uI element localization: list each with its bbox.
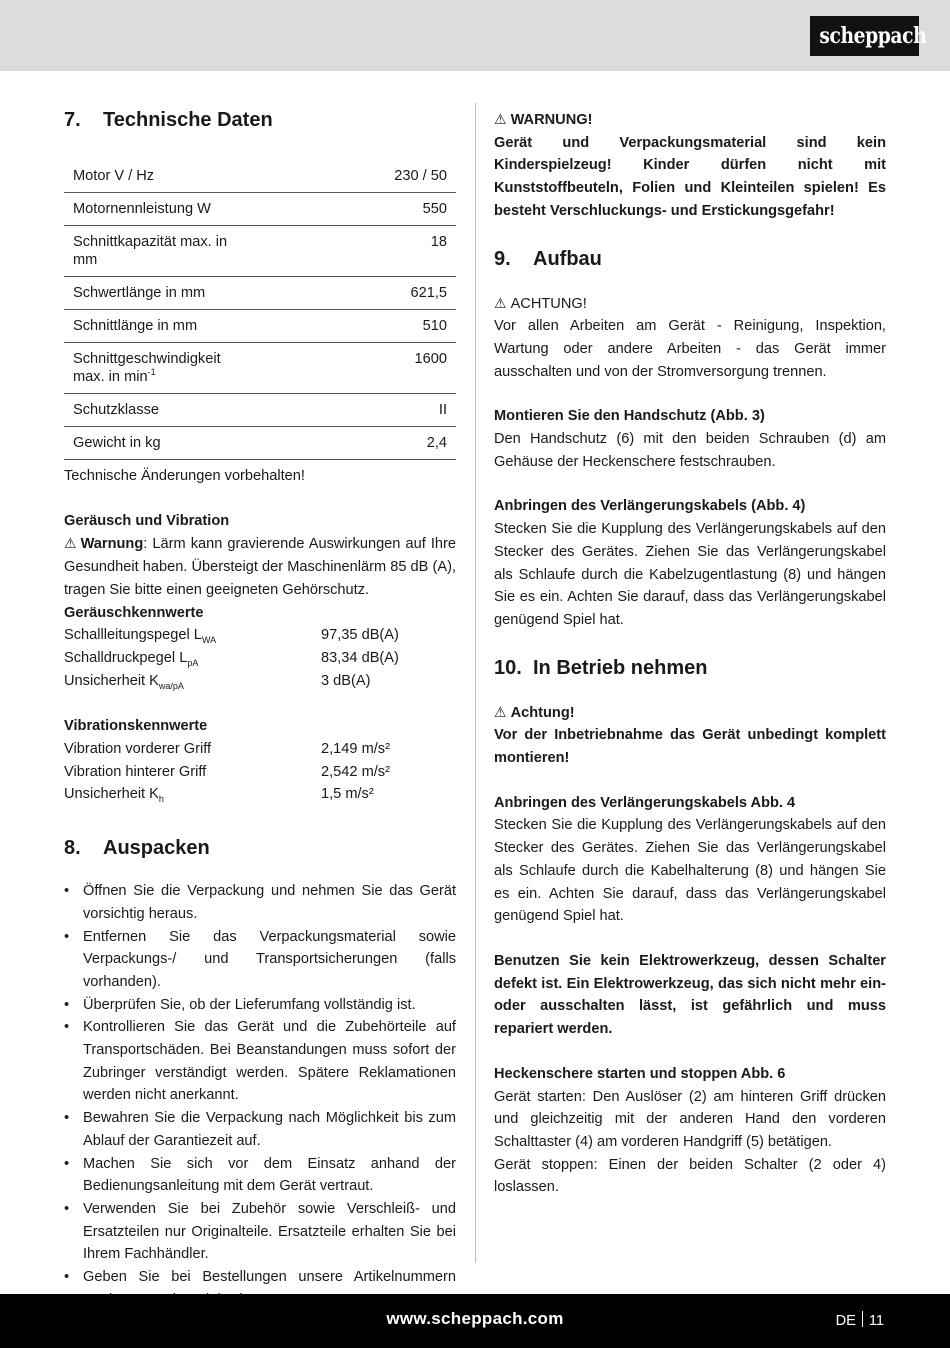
- spec-note: Technische Änderungen vorbehalten!: [64, 468, 305, 484]
- section-9-heading: 9. Aufbau: [494, 247, 602, 270]
- measurement-label: Vibration hinterer Griff: [64, 763, 207, 780]
- website-link[interactable]: www.scheppach.com: [386, 1309, 564, 1328]
- spec-label: Schnittgeschwindigkeit max. in $\min^{-1}$: [73, 351, 221, 385]
- measurement-value: 97,35 dB(A): [321, 627, 399, 644]
- measurement-value: 2,542 m/s²: [321, 763, 390, 780]
- measurement-value: 2,149 m/s²: [321, 741, 390, 758]
- unpacking-list: [64, 880, 456, 1311]
- warning-3-text: Vor der Inbetriebnahme das Gerät unbedingt komplett montieren!: [494, 727, 886, 767]
- spec-value: 1600: [414, 351, 447, 367]
- spec-label: Motor V / Hz: [73, 168, 155, 184]
- noise-values-list: [64, 624, 456, 692]
- warning-triangle-icon: ⚠: [494, 703, 507, 720]
- measurement-row: [64, 624, 456, 647]
- measurement-row: [64, 647, 456, 670]
- spec-row: [64, 193, 456, 226]
- page-indicator: [836, 1311, 884, 1329]
- noise-warning: ⚠ Warnung: Lärm kann gravierende Auswirkungen auf Ihre Gesundheit haben. Übersteigt der Maschinenlärm 85 dB (A), tragen Sie bitte einen geeigneten Gehörschutz.: [64, 532, 456, 601]
- page-footer: [0, 1294, 950, 1348]
- spec-value: 2,4: [426, 435, 447, 451]
- measurement-label: Schallleitungspegel $L_{WA}$: [64, 627, 217, 646]
- list-item: • Entfernen Sie das Verpackungsmaterial sowie Verpackungs-/ und Transportsicherungen (falls vorhanden).: [64, 926, 456, 994]
- section-7-heading: 7. Technische Daten: [64, 109, 273, 131]
- warning-1-text: Gerät und Verpackungsmaterial sind kein Kinderspielzeug! Kinder dürfen nicht mit Kunststoffbeuteln, Folien und Kleinteilen spielen! Es besteht Verschluckungs- und Erstickungsgefahr!: [494, 134, 886, 219]
- column-divider: [475, 103, 476, 1263]
- spec-value: 18: [430, 234, 447, 250]
- page-number: 11: [868, 1313, 884, 1329]
- spec-row: [64, 310, 456, 343]
- warning-1: ⚠ WARNUNG!: [494, 108, 886, 132]
- scheppach-logo: scheppach: [810, 16, 919, 56]
- measurement-label: Unsicherheit $K_h$: [64, 786, 164, 805]
- measurement-label: Schalldruckpegel $L_{pA}$: [64, 649, 199, 668]
- measurement-value: 3 dB(A): [321, 672, 371, 689]
- noise-values-heading: Geräuschkennwerte: [64, 604, 204, 621]
- right-column: [494, 108, 886, 1199]
- list-item: • Öffnen Sie die Verpackung und nehmen Sie das Gerät vorsichtig heraus.: [64, 880, 456, 925]
- measurement-value: 83,34 dB(A): [321, 649, 399, 666]
- start-stop-heading: Heckenschere starten und stoppen Abb. 6: [494, 1065, 786, 1082]
- stop-text: Gerät stoppen: Einen der beiden Schalter (2 oder 4) loslassen.: [494, 1156, 886, 1196]
- spec-value: II: [438, 402, 447, 418]
- handguard-heading: Montieren Sie den Handschutz (Abb. 3): [494, 408, 765, 425]
- ext-cable-heading-1: Anbringen des Verlängerungskabels (Abb. 4): [494, 498, 806, 515]
- spec-label: Schutzklasse: [73, 402, 159, 418]
- spec-label: Schwertlänge in mm: [73, 285, 206, 301]
- warning-triangle-icon: ⚠: [494, 294, 507, 311]
- language-code: DE: [835, 1313, 856, 1329]
- ext-cable-text-2: Stecken Sie die Kupplung des Verlängerungskabels auf den Stecker des Gerätes. Ziehen Sie das Verlängerungskabel als Schlaufe durch die Kabelhalterung (8) und hängen Sie es ein. Achten Sie darauf, dass das Verlängerungskabel genügend Spiel hat.: [494, 817, 886, 925]
- vibration-heading: Vibrationskennwerte: [64, 718, 208, 735]
- spec-row: [64, 343, 456, 394]
- warning-triangle-icon: ⚠: [64, 535, 77, 552]
- spec-row: [64, 277, 456, 310]
- spec-value: 550: [422, 201, 447, 217]
- list-item: • Geben Sie bei Bestellungen unsere Artikelnummern: [64, 1266, 456, 1311]
- ext-cable-text-1: Stecken Sie die Kupplung des Verlängerungskabels auf den Stecker des Gerätes. Ziehen Sie das Verlängerungskabel als Schlaufe durch die Kabelzugentlastung (8) und hängen Sie es ein. Achten Sie darauf, dass das Verlängerungskabel genügend Spiel hat.: [494, 521, 886, 628]
- warning-3: ⚠ Achtung!: [494, 701, 886, 725]
- spec-row: [64, 427, 456, 460]
- handguard-text: Den Handschutz (6) mit den beiden Schrauben (d) am Gehäuse der Heckenschere festschrauben.: [494, 431, 886, 470]
- spec-row: [64, 160, 456, 193]
- section-10-heading: 10. In Betrieb nehmen: [494, 656, 708, 679]
- measurement-label: Unsicherheit $K_{wa/pA}$: [64, 672, 184, 691]
- measurement-row: [64, 761, 456, 784]
- spec-row: [64, 226, 456, 277]
- ext-cable-heading-2: Anbringen des Verlängerungskabels Abb. 4: [494, 794, 796, 811]
- spec-value: 621,5: [410, 285, 447, 301]
- start-text: Gerät starten: Den Auslöser (2) am hinteren Griff drücken und gleichzeitig mit der anderen Hand den vorderen Schalttaster (4) am vorderen Handgriff (5) betätigen.: [494, 1088, 886, 1150]
- page-header: [0, 0, 950, 71]
- noise-heading: Geräusch und Vibration: [64, 512, 230, 529]
- vibration-values-list: [64, 738, 456, 806]
- measurement-label: Vibration vorderer Griff: [64, 741, 212, 758]
- list-item: • Überprüfen Sie, ob der Lieferumfang vollständig ist.: [64, 994, 456, 1017]
- spec-label: Motornennleistung W: [73, 201, 211, 217]
- spec-value: 510: [422, 318, 447, 334]
- defect-switch-warning: Benutzen Sie kein Elektrowerkzeug, dessen Schalter defekt ist. Ein Elektrowerkzeug, das sich nicht mehr ein- oder ausschalten lässt, ist gefährlich und muss repariert werden.: [494, 952, 886, 1038]
- list-item: • Verwenden Sie bei Zubehör sowie Verschleiß- und Ersatzteilen nur Originalteile. Ersatzteile erhalten Sie bei Ihrem Fachhändler.: [64, 1198, 456, 1266]
- left-column: [64, 108, 456, 1312]
- list-item: • Bewahren Sie die Verpackung nach Möglichkeit bis zum Ablauf der Garantiezeit auf.: [64, 1107, 456, 1152]
- list-item: • Kontrollieren Sie das Gerät und die Zubehörteile auf Transportschäden. Bei Beanstandungen muss sofort der Zubringer verständigt werden. Spätere Reklamationen werden nicht anerkannt.: [64, 1016, 456, 1107]
- warning-triangle-icon: ⚠: [494, 111, 507, 127]
- measurement-value: 1,5 m/s²: [321, 786, 374, 803]
- list-item: • Machen Sie sich vor dem Einsatz anhand der Bedienungsanleitung mit dem Gerät vertraut.: [64, 1153, 456, 1198]
- measurement-row: [64, 738, 456, 761]
- warning-2-text: Vor allen Arbeiten am Gerät - Reinigung, Inspektion, Wartung oder andere Arbeiten - das Gerät immer ausschalten und von der Stromversorgung trennen.: [494, 318, 886, 380]
- spec-label: Schnittlänge in mm: [73, 318, 198, 334]
- warning-2: ⚠ ACHTUNG!: [494, 292, 886, 316]
- spec-table: [64, 160, 456, 460]
- spec-label: Schnittkapazität max. in mm: [73, 234, 228, 268]
- measurement-row: [64, 670, 456, 693]
- section-8-heading: 8. Auspacken: [64, 837, 210, 860]
- measurement-row: [64, 783, 456, 806]
- spec-label: Gewicht in kg: [73, 435, 161, 451]
- spec-value: 230 / 50: [394, 168, 447, 184]
- spec-row: [64, 394, 456, 427]
